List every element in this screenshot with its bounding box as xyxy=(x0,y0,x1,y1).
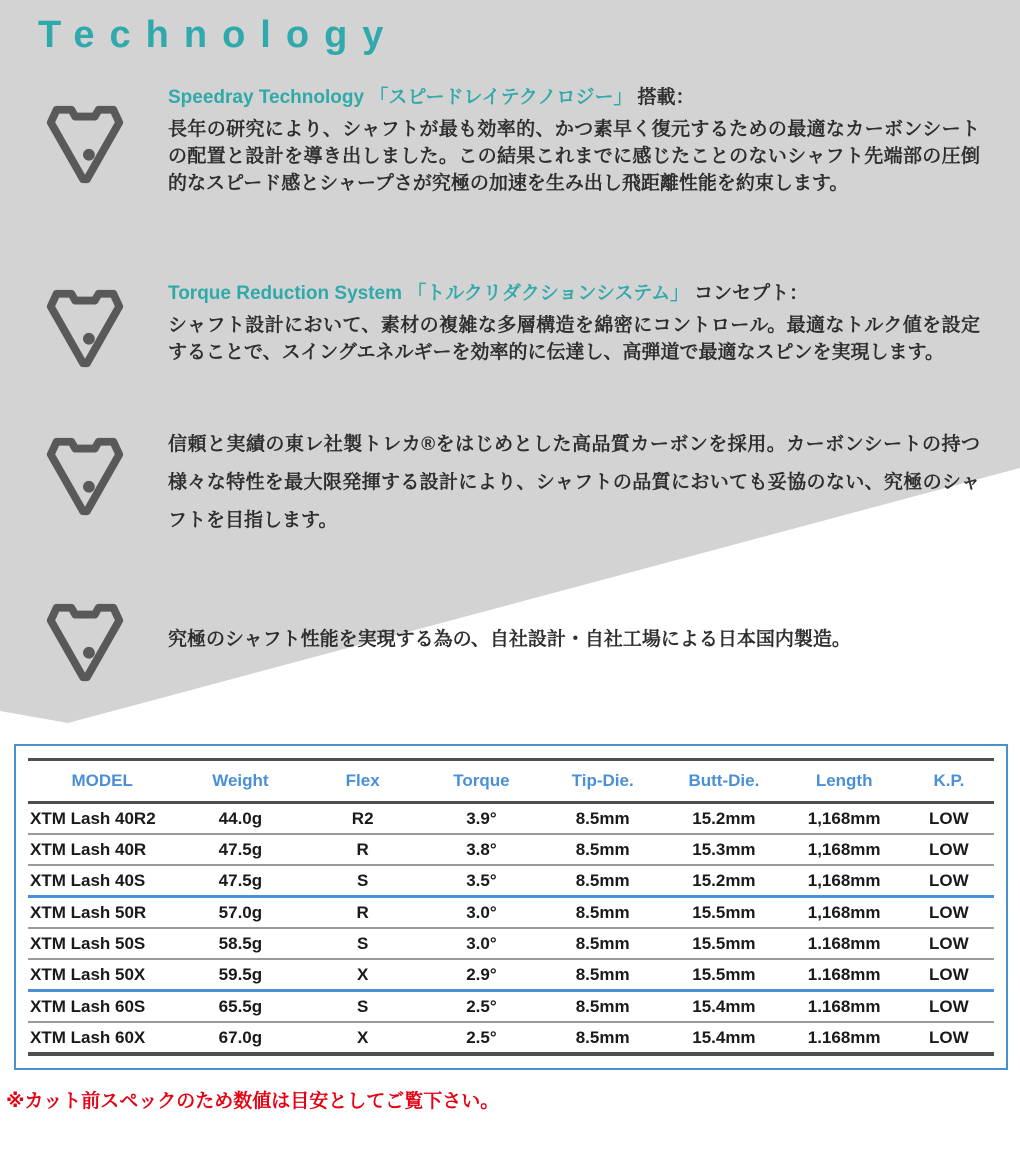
feature-body: 究極のシャフト性能を実現する為の、自社設計・自社工場による日本国内製造。 xyxy=(168,629,851,650)
column-header-torque: Torque xyxy=(421,760,542,803)
cell-kp: LOW xyxy=(904,865,994,897)
column-header-tip-die: Tip-Die. xyxy=(542,760,663,803)
brand-triangle-icon xyxy=(36,98,134,188)
table-row xyxy=(28,865,994,897)
cell-flex: X xyxy=(305,1022,421,1054)
cell-model: XTM Lash 50X xyxy=(28,959,176,991)
cell-kp: LOW xyxy=(904,834,994,865)
brand-triangle-icon xyxy=(36,430,134,520)
cell-tip-die: 8.5mm xyxy=(542,865,663,897)
cell-butt-die: 15.5mm xyxy=(663,897,784,929)
cell-length: 1,168mm xyxy=(785,834,904,865)
table-row xyxy=(28,897,994,929)
cell-tip-die: 8.5mm xyxy=(542,834,663,865)
cell-model: XTM Lash 40R2 xyxy=(28,803,176,835)
cell-model: XTM Lash 50R xyxy=(28,897,176,929)
cell-model: XTM Lash 40R xyxy=(28,834,176,865)
cell-weight: 59.5g xyxy=(176,959,304,991)
cell-butt-die: 15.5mm xyxy=(663,928,784,959)
cell-tip-die: 8.5mm xyxy=(542,959,663,991)
cell-torque: 2.5° xyxy=(421,991,542,1023)
cell-flex: S xyxy=(305,991,421,1023)
column-header-butt-die: Butt-Die. xyxy=(663,760,784,803)
cell-length: 1.168mm xyxy=(785,1022,904,1054)
cell-torque: 3.5° xyxy=(421,865,542,897)
feature-body: シャフト設計において、素材の複雑な多層構造を綿密にコントロール。最適なトルク値を設定することで、スイングエネルギーを効率的に伝達し、高弾道で最適なスピンを実現します。 xyxy=(168,315,980,363)
cell-butt-die: 15.3mm xyxy=(663,834,784,865)
cell-torque: 3.0° xyxy=(421,897,542,929)
table-row xyxy=(28,1022,994,1054)
column-header-kp: K.P. xyxy=(904,760,994,803)
feature-title-en: Speedray Technology xyxy=(168,87,365,108)
cell-tip-die: 8.5mm xyxy=(542,803,663,835)
column-header-weight: Weight xyxy=(176,760,304,803)
brand-triangle-icon xyxy=(36,282,134,372)
cell-torque: 2.5° xyxy=(421,1022,542,1054)
cell-model: XTM Lash 60X xyxy=(28,1022,176,1054)
cell-butt-die: 15.5mm xyxy=(663,959,784,991)
feature-body: 長年の研究により、シャフトが最も効率的、かつ素早く復元するための最適なカーボンシートの配置と設計を導き出しました。この結果これまでに感じたことのないシャフト先端部の圧倒的なスピード感とシャープさが究極の加速を生み出し飛距離性能を約束します。 xyxy=(168,119,980,194)
page-title: Technology xyxy=(38,14,399,56)
cell-weight: 58.5g xyxy=(176,928,304,959)
cell-weight: 57.0g xyxy=(176,897,304,929)
table-row xyxy=(28,928,994,959)
column-header-length: Length xyxy=(785,760,904,803)
cell-model: XTM Lash 60S xyxy=(28,991,176,1023)
cell-kp: LOW xyxy=(904,991,994,1023)
cell-length: 1.168mm xyxy=(785,928,904,959)
feature-title xyxy=(168,82,980,109)
spec-table-container xyxy=(14,744,1008,1070)
cell-flex: X xyxy=(305,959,421,991)
feature-title-en: Torque Reduction System xyxy=(168,283,403,304)
cell-torque: 2.9° xyxy=(421,959,542,991)
cell-tip-die: 8.5mm xyxy=(542,897,663,929)
feature-title-suffix: 搭載： xyxy=(637,87,695,108)
cell-length: 1.168mm xyxy=(785,991,904,1023)
cell-tip-die: 8.5mm xyxy=(542,928,663,959)
feature-title-suffix: コンセプト： xyxy=(694,283,809,304)
cell-kp: LOW xyxy=(904,897,994,929)
feature-block-made-in-japan xyxy=(168,626,980,653)
cell-length: 1,168mm xyxy=(785,897,904,929)
cell-kp: LOW xyxy=(904,959,994,991)
cell-torque: 3.9° xyxy=(421,803,542,835)
spec-table xyxy=(28,758,994,1056)
feature-block-carbon xyxy=(168,426,980,540)
cell-length: 1,168mm xyxy=(785,865,904,897)
table-header-row xyxy=(28,760,994,803)
feature-title-jp: 「スピードレイテクノロジー」 xyxy=(369,87,633,108)
cell-weight: 67.0g xyxy=(176,1022,304,1054)
cell-flex: R2 xyxy=(305,803,421,835)
cell-butt-die: 15.4mm xyxy=(663,1022,784,1054)
cell-kp: LOW xyxy=(904,928,994,959)
cell-flex: R xyxy=(305,834,421,865)
cell-kp: LOW xyxy=(904,803,994,835)
feature-title-jp: 「トルクリダクションシステム」 xyxy=(407,283,690,304)
cell-length: 1,168mm xyxy=(785,803,904,835)
cell-butt-die: 15.4mm xyxy=(663,991,784,1023)
cell-butt-die: 15.2mm xyxy=(663,803,784,835)
cell-torque: 3.8° xyxy=(421,834,542,865)
feature-block-speedray xyxy=(168,82,980,197)
cell-weight: 65.5g xyxy=(176,991,304,1023)
table-row xyxy=(28,803,994,835)
table-row xyxy=(28,834,994,865)
cell-model: XTM Lash 40S xyxy=(28,865,176,897)
cell-tip-die: 8.5mm xyxy=(542,1022,663,1054)
cell-tip-die: 8.5mm xyxy=(542,991,663,1023)
brand-triangle-icon xyxy=(36,596,134,686)
cell-weight: 47.5g xyxy=(176,865,304,897)
table-row xyxy=(28,959,994,991)
feature-title xyxy=(168,278,980,305)
cell-length: 1.168mm xyxy=(785,959,904,991)
cell-flex: S xyxy=(305,928,421,959)
feature-block-torque-reduction xyxy=(168,278,980,366)
cell-weight: 47.5g xyxy=(176,834,304,865)
cell-weight: 44.0g xyxy=(176,803,304,835)
cell-kp: LOW xyxy=(904,1022,994,1054)
cell-flex: S xyxy=(305,865,421,897)
column-header-model: MODEL xyxy=(28,760,176,803)
cell-model: XTM Lash 50S xyxy=(28,928,176,959)
cell-torque: 3.0° xyxy=(421,928,542,959)
footnote-text: ※カット前スペックのため数値は目安としてご覧下さい。 xyxy=(6,1091,500,1112)
cell-flex: R xyxy=(305,897,421,929)
cell-butt-die: 15.2mm xyxy=(663,865,784,897)
feature-body: 信頼と実績の東レ社製トレカ®をはじめとした高品質カーボンを採用。カーボンシートの持つ様々な特性を最大限発揮する設計により、シャフトの品質においても妥協のない、究極のシャフトを目指します。 xyxy=(168,434,980,531)
column-header-flex: Flex xyxy=(305,760,421,803)
table-row xyxy=(28,991,994,1023)
